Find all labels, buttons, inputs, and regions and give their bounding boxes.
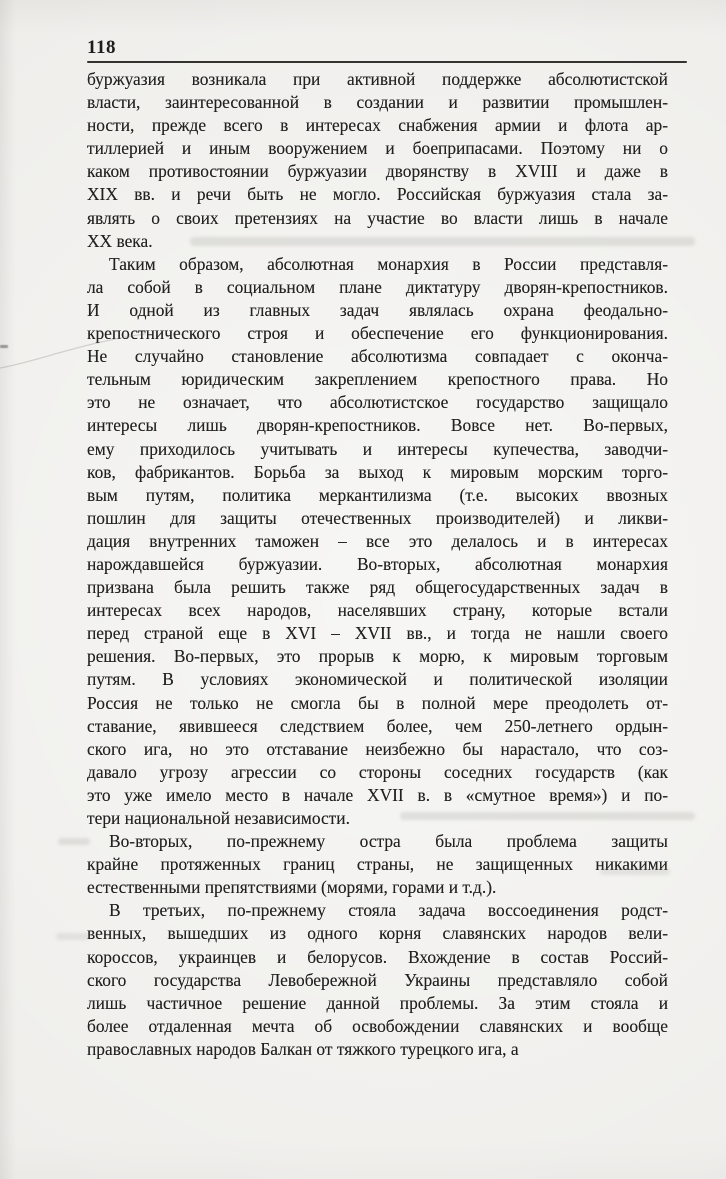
text-line: лишь частичное решение данной проблемы. За этим стояла и <box>87 992 668 1013</box>
page-number: 118 <box>87 37 116 58</box>
text-line: Россия не только не смогла бы в полной мере преодолеть от- <box>87 692 668 713</box>
text-line: короссов, украинцев и белорусов. Вхождение в состав Россий- <box>87 946 668 967</box>
text-line: естественными препятствиями (морями, горами и т.д.). <box>87 877 497 898</box>
text-line: тиллерией и иным вооружением и боеприпасами. Поэтому ни о <box>87 138 668 159</box>
paragraph <box>87 899 668 1061</box>
text-line: нарождавшейся буржуазии. Во-вторых, абсолютная монархия <box>87 553 668 574</box>
text-line: это не означает, что абсолютистское государство защищало <box>87 392 668 413</box>
text-line: путям. В условиях экономической и политической изоляции <box>87 669 668 690</box>
text-line: власти, заинтересованной в создании и развитии промышлен- <box>87 92 668 113</box>
text-line: являть о своих претензиях на участие во власти лишь в начале <box>87 207 668 228</box>
show-through-artifact <box>600 868 670 875</box>
text-line: тельным юридическим закреплением крепостного права. Но <box>87 369 668 390</box>
text-line: ности, прежде всего в интересах снабжения армии и флота ар- <box>87 115 668 136</box>
text-line: пошлин для защиты отечественных производителей) и ликви- <box>87 507 668 528</box>
text-line: И одной из главных задач являлась охрана феодально- <box>87 299 668 320</box>
text-line: православных народов Балкан от тяжкого турецкого ига, а <box>87 1038 519 1059</box>
text-line: это уже имело место в начале XVII в. в «смутное время») и по- <box>87 784 668 805</box>
text-line: тери национальной независимости. <box>87 808 350 828</box>
text-line: перед страной еще в XVI – XVII вв., и тогда не нашли своего <box>87 623 668 644</box>
text-line: В третьих, по-прежнему стояла задача воссоединения родст- <box>109 900 668 921</box>
text-line: ского государства Левобережной Украины представляло собой <box>87 969 668 990</box>
text-line: буржуазия возникала при активной поддержке абсолютистской <box>87 69 668 89</box>
show-through-artifact <box>190 237 695 246</box>
text-line: крайне протяженных границ страны, не защищенных никакими <box>87 854 668 875</box>
text-line: вым путям, политика меркантилизма (т.е. высоких ввозных <box>87 484 668 505</box>
text-line: ла собой в социальном плане диктатуру дворян-крепостников. <box>87 276 668 297</box>
text-line: ского ига, но это отставание неизбежно бы нарастало, что соз- <box>87 738 668 759</box>
text-line: XIX вв. и речи быть не могло. Российская буржуазия стала за- <box>87 184 668 205</box>
text-line: ему приходилось учитывать и интересы купечества, заводчи- <box>87 438 668 459</box>
text-line: ставание, явившееся следствием более, чем 250-летнего ордын- <box>87 715 668 736</box>
text-line: крепостнического строя и обеспечение его функционирования. <box>87 323 668 344</box>
paragraph <box>87 68 668 253</box>
text-line: интересах всех народов, населявших страну, которые встали <box>87 600 668 621</box>
text-line: ков, фабрикантов. Борьба за выход к мировым морским торго- <box>87 461 668 482</box>
text-line: более отдаленная мечта об освобождении славянских и вообще <box>87 1015 668 1036</box>
text-line: каком противостоянии буржуазии дворянству в XVIII и даже в <box>87 161 668 182</box>
text-line: XX века. <box>87 230 153 251</box>
text-line: призвана была решить также ряд общегосударственных задач в <box>87 577 668 598</box>
scratch-artifact <box>0 322 150 382</box>
text-line: Не случайно становление абсолютизма совпадает с оконча- <box>87 346 668 367</box>
show-through-artifact <box>400 812 695 820</box>
text-line: Таким образом, абсолютная монархия в России представля- <box>109 253 668 274</box>
header-rule <box>87 61 687 63</box>
text-line: Во-вторых, по-прежнему остра была проблема защиты <box>109 831 668 852</box>
text-line: решения. Во-первых, это прорыв к морю, к мировым торговым <box>87 646 668 667</box>
text-line: интересы лишь дворян-крепостников. Вовсе нет. Во-первых, <box>87 415 668 436</box>
text-line: давало угрозу агрессии со стороны соседних государств (как <box>87 761 668 782</box>
page-body <box>87 68 668 1061</box>
text-line: дация внутренних таможен – все это делалось и в интересах <box>87 530 668 551</box>
show-through-artifact <box>58 838 90 845</box>
paragraph <box>87 830 668 899</box>
text-line: венных, вышедших из одного корня славянских народов вели- <box>87 923 668 944</box>
speck-artifact <box>0 345 8 348</box>
show-through-artifact <box>56 933 90 940</box>
paragraph <box>87 253 668 830</box>
